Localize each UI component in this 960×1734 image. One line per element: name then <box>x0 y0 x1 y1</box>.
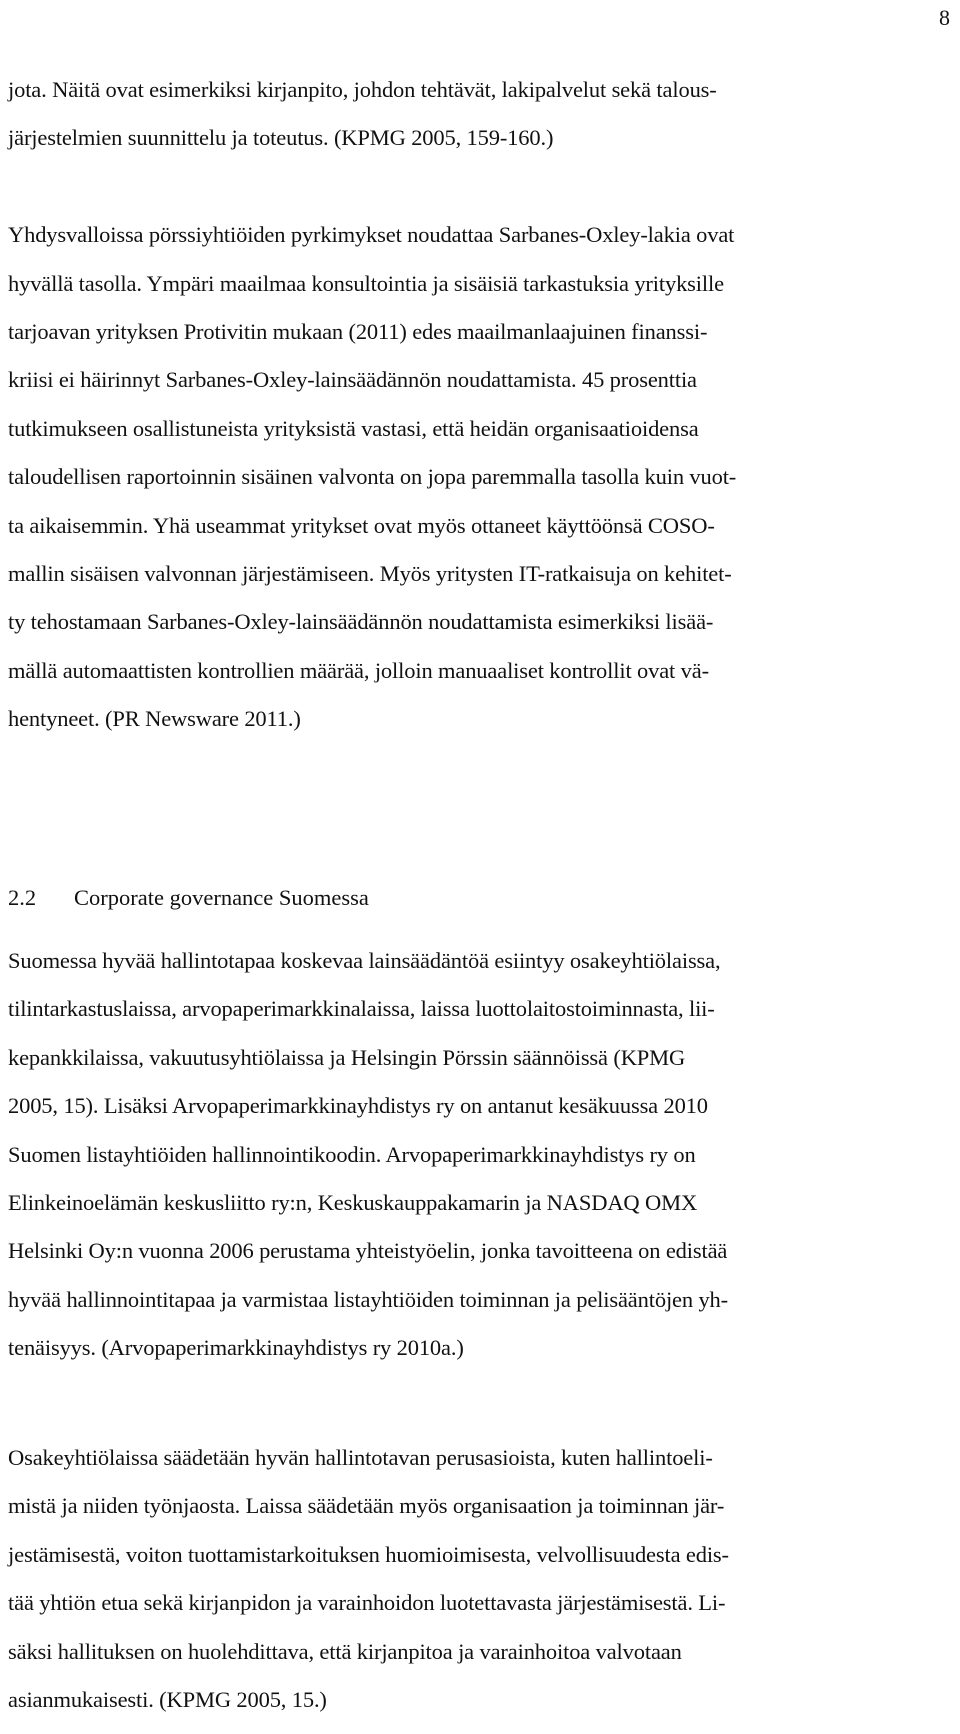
paragraph <box>8 221 948 753</box>
text-line: ta aikaisemmin. Yhä useammat yritykset ovat myös ottaneet käyttöönsä COSO- <box>8 512 715 538</box>
text-line: tutkimukseen osallistuneista yrityksistä vastasi, että heidän organisaatioidensa <box>8 415 699 441</box>
text-line: säksi hallituksen on huolehdittava, että kirjanpitoa ja varainhoitoa valvotaan <box>8 1638 682 1664</box>
text-line: tarjoavan yrityksen Protivitin mukaan (2011) edes maailmanlaajuinen finanssi- <box>8 318 708 344</box>
text-line: jestämisestä, voiton tuottamistarkoituksen huomioimisesta, velvollisuudesta edis- <box>8 1541 729 1567</box>
text-line: Osakeyhtiölaissa säädetään hyvän hallintotavan perusasioista, kuten hallintoeli- <box>8 1445 713 1470</box>
paragraph <box>8 76 948 173</box>
page-number: 8 <box>939 5 950 30</box>
text-line: tilintarkastuslaissa, arvopaperimarkkinalaissa, laissa luottolaitostoiminnasta, lii- <box>8 996 715 1022</box>
text-line: Helsinki Oy:n vuonna 2006 perustama yhteistyöelin, jonka tavoitteena on edistää <box>8 1238 728 1264</box>
text-line: Suomessa hyvää hallintotapaa koskevaa lainsäädäntöä esiintyy osakeyhtiölaissa, <box>8 948 721 973</box>
text-line: Suomen listayhtiöiden hallinnointikoodin. Arvopaperimarkkinayhdistys ry on <box>8 1141 696 1167</box>
paragraph-gap <box>8 173 948 221</box>
text-line: tenäisyys. (Arvopaperimarkkinayhdistys ry 2010a.) <box>8 1335 464 1361</box>
document-body <box>8 76 948 753</box>
text-line: tää yhtiön etua sekä kirjanpidon ja varainhoidon luotettavasta järjestämisestä. Li- <box>8 1590 726 1616</box>
text-line: Elinkeinoelämän keskusliitto ry:n, Keskuskauppakamarin ja NASDAQ OMX <box>8 1189 698 1215</box>
section-number: 2.2 <box>8 885 37 910</box>
text-line: hyvällä tasolla. Ympäri maailmaa konsultointia ja sisäisiä tarkastuksia yrityksille <box>8 270 724 296</box>
text-line: hyvää hallinnointitapaa ja varmistaa listayhtiöiden toiminnan ja pelisääntöjen yh- <box>8 1286 728 1312</box>
section-heading <box>8 884 369 912</box>
section-title: Corporate governance Suomessa <box>74 885 369 910</box>
text-line: mistä ja niiden työnjaosta. Laissa säädetään myös organisaation ja toiminnan jär- <box>8 1493 725 1519</box>
text-line: Yhdysvalloissa pörssiyhtiöiden pyrkimykset noudattaa Sarbanes-Oxley-lakia ovat <box>8 222 735 248</box>
text-line: mällä automaattisten kontrollien määrää, jolloin manuaaliset kontrollit ovat vä- <box>8 657 709 683</box>
paragraph <box>8 947 728 1383</box>
text-line: ty tehostamaan Sarbanes-Oxley-lainsäädännön noudattamista esimerkiksi lisää- <box>8 609 714 635</box>
text-line: kepankkilaissa, vakuutusyhtiölaissa ja Helsingin Pörssin säännöissä (KPMG <box>8 1044 686 1070</box>
text-line: kriisi ei häirinnyt Sarbanes-Oxley-lainsäädännön noudattamista. 45 prosenttia <box>8 367 697 393</box>
text-line: asianmukaisesti. (KPMG 2005, 15.) <box>8 1686 327 1712</box>
text-line: 2005, 15). Lisäksi Arvopaperimarkkinayhdistys ry on antanut kesäkuussa 2010 <box>8 1093 708 1119</box>
text-line: jota. Näitä ovat esimerkiksi kirjanpito, johdon tehtävät, lakipalvelut sekä talous- <box>8 77 717 102</box>
text-line: hentyneet. (PR Newsware 2011.) <box>8 706 301 732</box>
text-line: järjestelmien suunnittelu ja toteutus. (KPMG 2005, 159-160.) <box>8 125 554 151</box>
text-line: mallin sisäisen valvonnan järjestämiseen. Myös yritysten IT-ratkaisuja on kehitet- <box>8 560 732 586</box>
paragraph <box>8 1444 729 1734</box>
text-line: taloudellisen raportoinnin sisäinen valvonta on jopa paremmalla tasolla kuin vuot- <box>8 464 737 490</box>
